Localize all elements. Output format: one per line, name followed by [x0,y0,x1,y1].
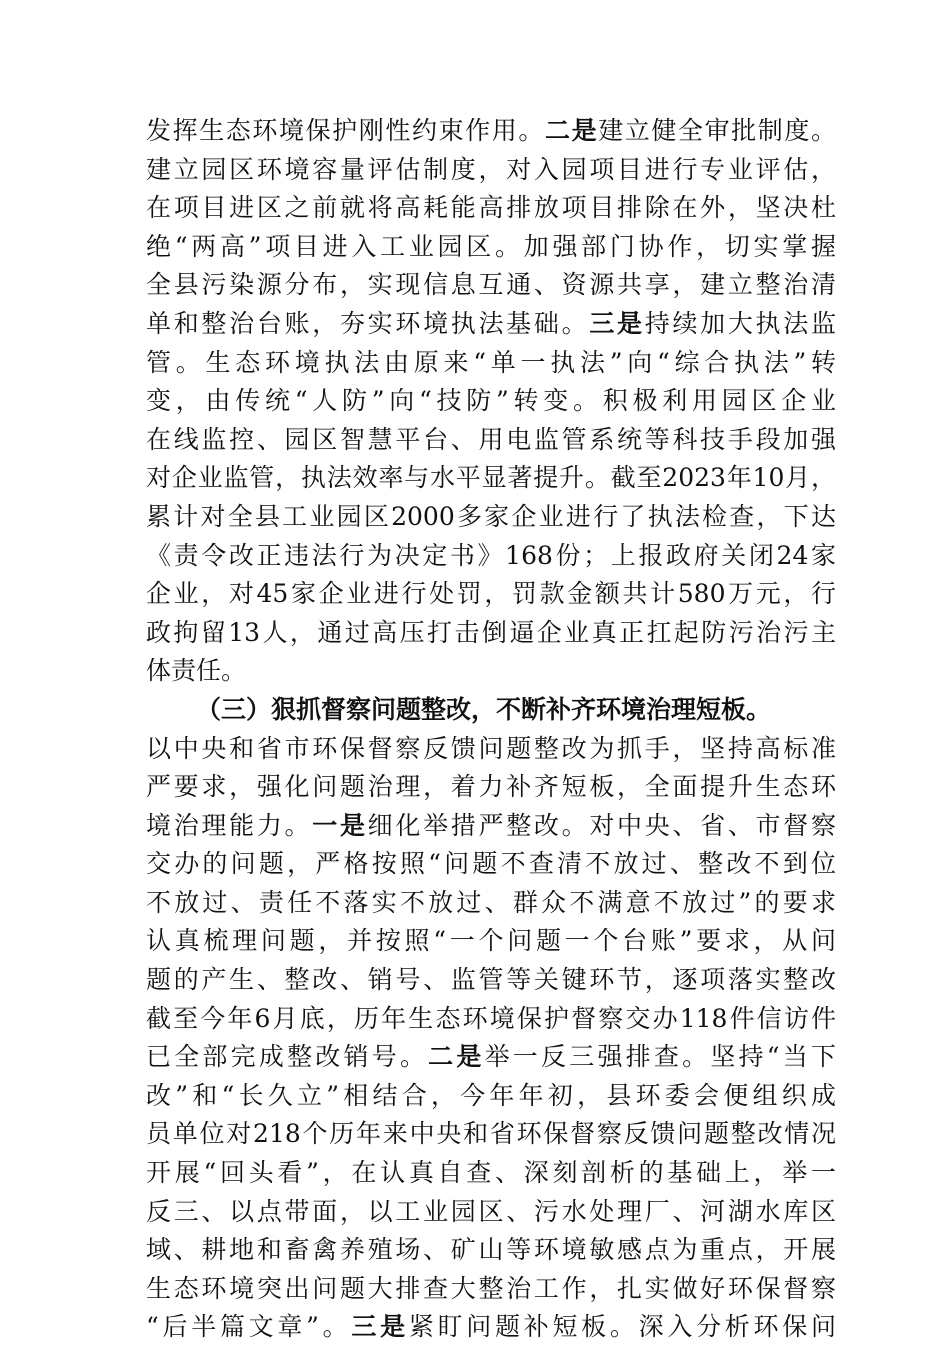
text-line [146,1038,836,1077]
text-line: 严要求，强化问题治理，着力补齐短板，全面提升生态环 [146,772,836,802]
text-line: 生态环境突出问题大排查大整治工作，扎实做好环保督察 [146,1273,836,1303]
text-line: 变，由传统“人防”向“技防”转变。积极利用园区企业 [146,386,836,416]
text-line: 管。生态环境执法由原来“单一执法”向“综合执法”转 [146,347,836,377]
emphasis-run: 一是 [312,810,368,840]
text-line: 绝“两高”项目进入工业园区。加强部门协作，切实掌握 [146,231,836,261]
text-line: 改”和“长久立”相结合，今年年初，县环委会便组织成 [146,1080,836,1110]
text-line: 题的产生、整改、销号、监管等关键环节，逐项落实整改 [146,965,836,995]
emphasis-run: 二是 [544,116,599,145]
text-line: 在线监控、园区智慧平台、用电监管系统等科技手段加强 [146,424,836,454]
text-line: 《责令改正违法行为决定书》168份；上报政府关闭24家 [146,540,836,570]
emphasis-run: 三是 [351,1312,409,1342]
paragraph-inspection-rectification [146,691,836,1347]
text-line: 体责任。 [146,656,247,686]
text-line: 累计对全县工业园区2000多家企业进行了执法检查，下达 [146,501,836,531]
text-run: 持续加大执法监 [644,308,836,338]
paragraph-enforcement [146,112,836,691]
text-run: 已全部完成整改销号。 [146,1042,429,1072]
text-line: 企业，对45家企业进行处罚，罚款金额共计580万元，行 [146,579,836,609]
text-line: 员单位对218个历年来中央和省环保督察反馈问题整改情况 [146,1119,836,1149]
text-line: 建立园区环境容量评估制度，对入园项目进行专业评估， [146,154,836,184]
text-run: 紧盯问题补短板。深入分析环保问 [408,1312,836,1342]
text-line: 对企业监管，执法效率与水平显著提升。截至2023年10月， [146,463,836,493]
text-run: 发挥生态环境保护刚性约束作用。 [146,116,545,145]
text-line [146,112,836,151]
text-line: 政拘留13人，通过高压打击倒逼企业真正扛起防污治污主 [146,617,836,647]
text-line: 全县污染源分布，实现信息互通、资源共享，建立整治清 [146,270,836,300]
text-line [146,1308,836,1347]
text-line: 域、耕地和畜禽养殖场、矿山等环境敏感点为重点，开展 [146,1235,836,1265]
text-line: 交办的问题，严格按照“问题不查清不放过、整改不到位 [146,849,836,879]
text-run: “后半篇文章”。 [146,1312,352,1342]
text-line: 开展“回头看”，在认真自查、深刻剖析的基础上，举一 [146,1158,836,1188]
text-run: 细化举措严整改。对中央、省、市督察 [367,810,836,840]
section-heading: （三）狠抓督察问题整改，不断补齐环境治理短板。 [196,694,772,724]
emphasis-run: 二是 [428,1042,485,1072]
text-line: 以中央和省市环保督察反馈问题整改为抓手，坚持高标准 [146,733,836,763]
document-body [146,112,836,1347]
text-run: 境治理能力。 [146,810,313,840]
emphasis-run: 三是 [589,308,645,338]
text-line [146,305,836,344]
text-line: 在项目进区之前就将高耗能高排放项目排除在外，坚决杜 [146,193,836,223]
text-line: 截至今年6月底，历年生态环境保护督察交办118件信访件 [146,1003,836,1033]
text-run: 举一反三强排查。坚持“当下 [484,1042,836,1072]
text-line: 不放过、责任不落实不放过、群众不满意不放过”的要求 [146,887,836,917]
text-line: 反三、以点带面，以工业园区、污水处理厂、河湖水库区 [146,1196,836,1226]
text-run: 建立健全审批制度。 [598,116,836,145]
text-run: 单和整治台账，夯实环境执法基础。 [146,308,590,338]
text-line [146,807,836,846]
text-line: 认真梳理问题，并按照“一个问题一个台账”要求，从问 [146,926,836,956]
